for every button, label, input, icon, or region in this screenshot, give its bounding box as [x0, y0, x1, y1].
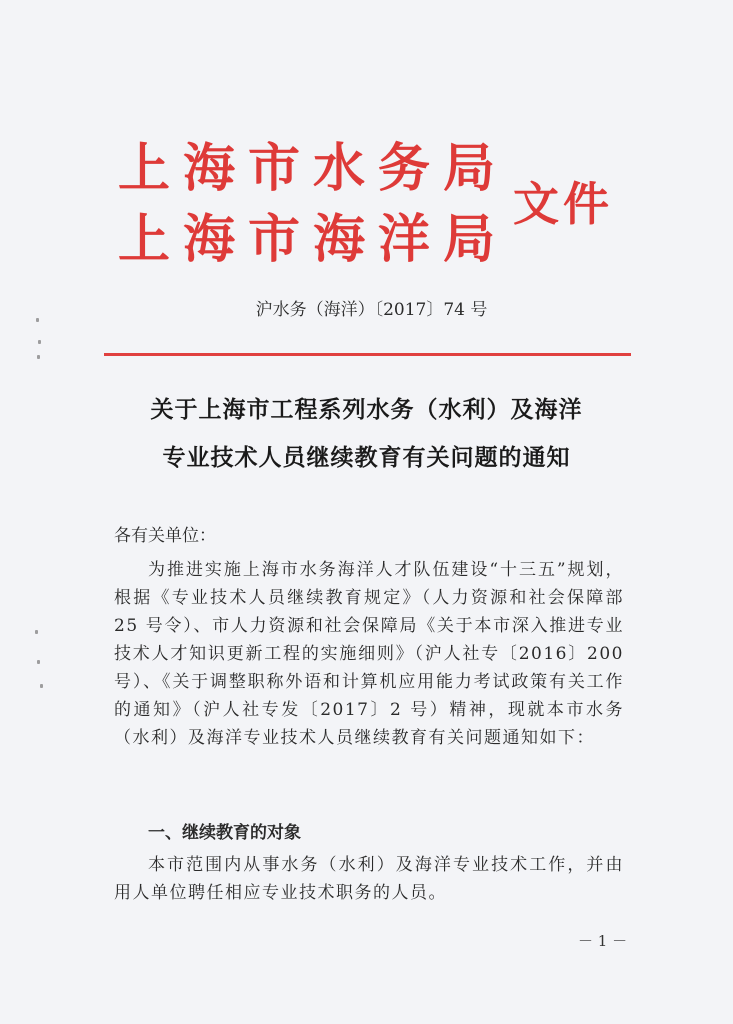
- notice-title-line1: 关于上海市工程系列水务（水利）及海洋: [150, 396, 583, 423]
- red-separator-rule: [104, 353, 631, 356]
- scan-speck: [35, 630, 38, 634]
- document-number: 沪水务（海洋）〔2017〕74 号: [255, 300, 488, 320]
- scan-speck: [37, 660, 40, 664]
- issuer-name-water-bureau: 上海市水务局: [118, 138, 509, 199]
- scan-speck: [37, 355, 40, 359]
- section-heading-1: 一、继续教育的对象: [148, 823, 301, 843]
- page-number: － 1 －: [578, 932, 628, 950]
- document-type-label: 文件: [513, 177, 613, 231]
- scan-speck: [38, 340, 41, 344]
- section1-paragraph: 本市范围内从事水务（水利）及海洋专业技术工作，并由用人单位聘任相应专业技术职务的人员。: [114, 855, 624, 903]
- scan-speck: [36, 318, 39, 322]
- salutation: 各有关单位：: [114, 526, 216, 546]
- issuer-name-ocean-bureau: 上海市海洋局: [118, 209, 509, 270]
- intro-paragraph: 为推进实施上海市水务海洋人才队伍建设“十三五”规划，根据《专业技术人员继续教育规定》（人力资源和社会保障部 25 号令）、市人力资源和社会保障局《关于本市深入推进专业技术人才知识更新工程的实施细则》（沪人社专〔2016〕200 号）、《关于调整职称外语和计算机应用能力考试政策有关工作的通知》（沪人社专发〔2017〕2 号）精神，现就本市水务（水利）及海洋专业技术人员继续教育有关问题通知如下：: [114, 560, 624, 748]
- scan-speck: [40, 684, 43, 688]
- notice-title-line2: 专业技术人员继续教育有关问题的通知: [162, 444, 571, 471]
